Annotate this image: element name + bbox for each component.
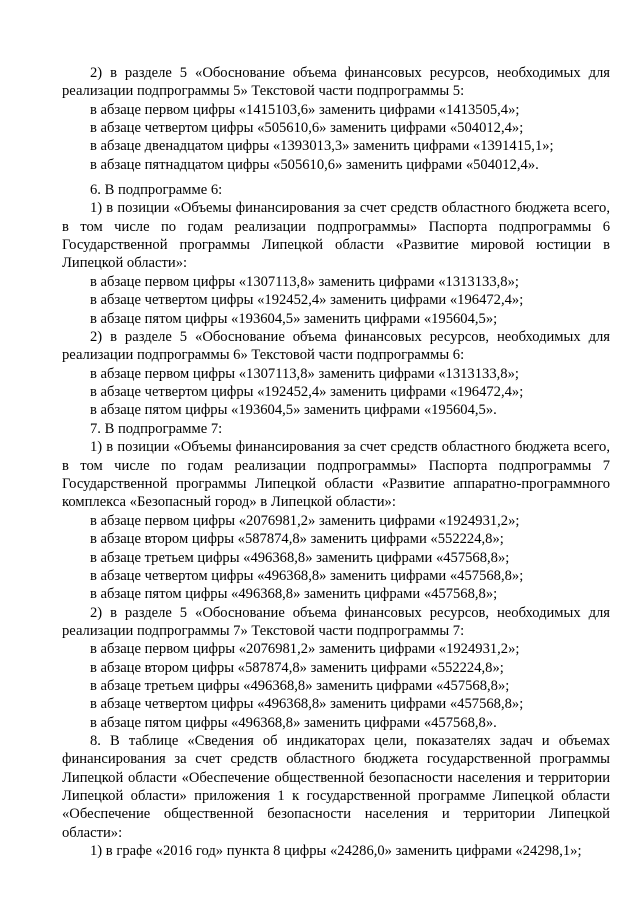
amendment-line: в абзаце пятом цифры «193604,5» заменить цифрами «195604,5»; [90,310,498,327]
paragraph-section5-subprogram7: 2) в разделе 5 «Обоснование объема финансовых ресурсов, необходимых для реализации подпрограммы 7» Текстовой части подпрограммы 7: [62,604,610,639]
amendment-line: в абзаце первом цифры «1415103,6» заменить цифрами «1413505,4»; [90,101,520,118]
amendment-line: в абзаце первом цифры «1307113,8» заменить цифрами «1313133,8»; [90,273,519,290]
section-6-heading: 6. В подпрограмме 6: [90,182,223,198]
amendment-line: в абзаце четвертом цифры «496368,8» заменить цифрами «457568,8»; [90,696,524,713]
section-7-heading: 7. В подпрограмме 7: [90,421,223,437]
amendment-line: в абзаце пятнадцатом цифры «505610,6» заменить цифрами «504012,4». [90,156,539,173]
paragraph-section5-subprogram6: 2) в разделе 5 «Обоснование объема финансовых ресурсов, необходимых для реализации подпрограммы 6» Текстовой части подпрограммы 6: [62,328,610,364]
amendment-line: в абзаце третьем цифры «496368,8» заменить цифрами «457568,8»; [90,549,510,566]
amendment-line: в абзаце четвертом цифры «496368,8» заменить цифрами «457568,8»; [90,567,524,584]
amendment-line: в абзаце первом цифры «2076981,2» заменить цифрами «1924931,2»; [90,641,520,658]
amendment-line: в абзаце двенадцатом цифры «1393013,3» заменить цифрами «1391415,1»; [90,138,554,155]
paragraph-section5-subprogram5: 2) в разделе 5 «Обоснование объема финансовых ресурсов, необходимых для реализации подпрограммы 5» Текстовой части подпрограммы 5: [62,65,610,100]
paragraph-subprogram7-passport: 1) в позиции «Объемы финансирования за счет средств областного бюджета всего, в том числе по годам реализации подпрограммы» Паспорта подпрограммы 7 Государственной программы Липецкой области «Развитие аппаратно-программного комплекса «Безопасный город» в Липецкой области»: [62,439,610,511]
amendment-line: в абзаце первом цифры «2076981,2» заменить цифрами «1924931,2»; [90,512,520,529]
amendment-line: в абзаце пятом цифры «496368,8» заменить цифрами «457568,8». [90,714,497,731]
amendment-line: в абзаце четвертом цифры «192452,4» заменить цифрами «196472,4»; [90,292,524,309]
amendment-line: в абзаце пятом цифры «193604,5» заменить цифрами «195604,5». [90,402,497,419]
amendment-line: 1) в графе «2016 год» пункта 8 цифры «24286,0» заменить цифрами «24298,1»; [90,843,582,860]
paragraph-section-8-table: 8. В таблице «Сведения об индикаторах цели, показателях задач и объемах финансирования за счет средств областного бюджета государственной программы Липецкой области «Обеспечение общественной безопасности населения и территории Липецкой области» приложения 1 к государственной программе Липецкой области «Обеспечение общественной безопасности населения и территории Липецкой области»: [62,733,610,841]
amendment-line: в абзаце первом цифры «1307113,8» заменить цифрами «1313133,8»; [90,365,519,382]
amendment-line: в абзаце втором цифры «587874,8» заменить цифрами «552224,8»; [90,659,504,676]
amendment-line: в абзаце четвертом цифры «505610,6» заменить цифрами «504012,4»; [90,120,524,136]
amendment-line: в абзаце четвертом цифры «192452,4» заменить цифрами «196472,4»; [90,383,524,400]
amendment-line: в абзаце втором цифры «587874,8» заменить цифрами «552224,8»; [90,531,504,548]
paragraph-subprogram6-passport: 1) в позиции «Объемы финансирования за счет средств областного бюджета всего, в том числе по годам реализации подпрограммы» Паспорта подпрограммы 6 Государственной программы Липецкой области «Развитие мировой юстиции в Липецкой области»: [62,200,610,272]
amendment-line: в абзаце третьем цифры «496368,8» заменить цифрами «457568,8»; [90,678,510,694]
amendment-line: в абзаце пятом цифры «496368,8» заменить цифрами «457568,8»; [90,586,498,603]
